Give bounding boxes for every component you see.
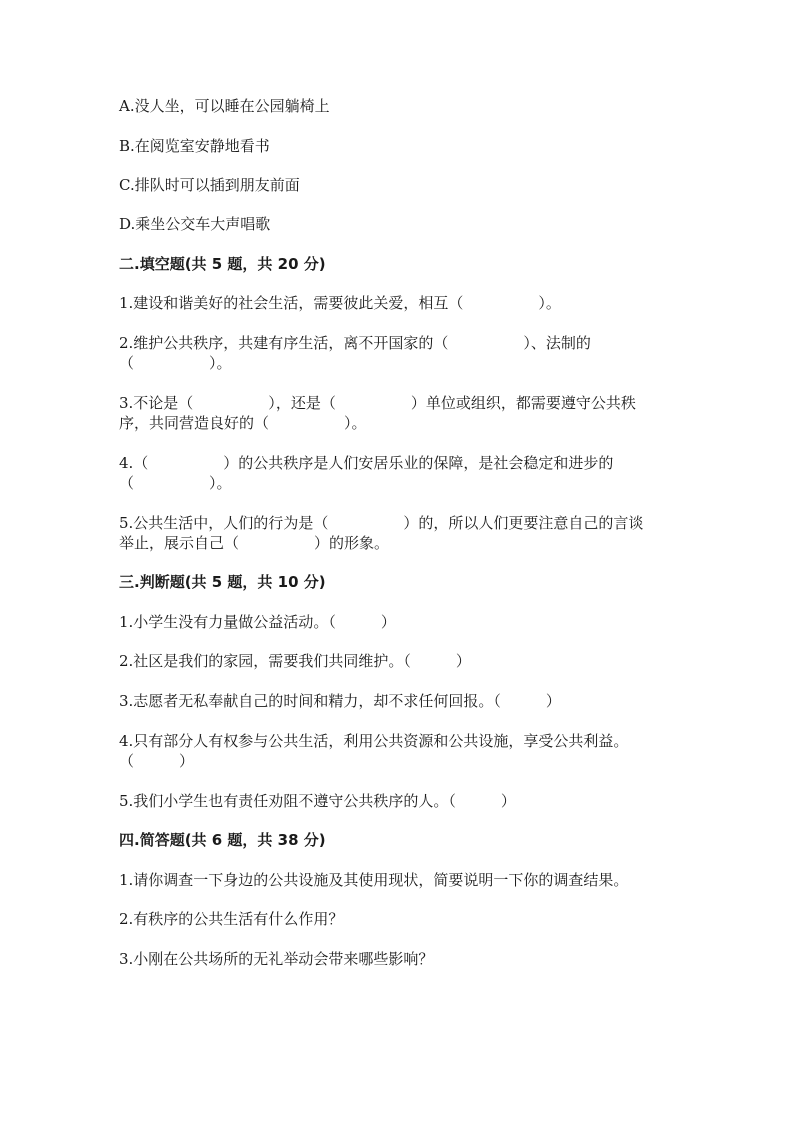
short-question-3: 3.小刚在公共场所的无礼举动会带来哪些影响？ — [119, 950, 434, 968]
option-c: C.排队时可以插到朋友前面 — [119, 176, 300, 194]
judge-question-1: 1.小学生没有力量做公益活动。（ ） — [119, 613, 396, 631]
fill-question-5-cont: 举止，展示自己（ ）的形象。 — [119, 534, 390, 552]
judge-question-3: 3.志愿者无私奉献自己的时间和精力，却不求任何回报。（ ） — [119, 692, 561, 710]
short-question-2: 2.有秩序的公共生活有什么作用？ — [119, 910, 344, 928]
judge-question-4-cont: （ ） — [119, 752, 195, 770]
judge-question-5: 5.我们小学生也有责任劝阻不遵守公共秩序的人。（ ） — [119, 792, 516, 810]
option-d: D.乘坐公交车大声唱歌 — [119, 215, 271, 233]
section-heading-fill: 二.填空题(共 5 题，共 20 分) — [119, 255, 326, 273]
section-heading-short: 四.简答题(共 6 题，共 38 分) — [119, 831, 326, 849]
fill-question-2-cont: （ ）。 — [119, 354, 232, 372]
section-heading-judge: 三.判断题(共 5 题，共 10 分) — [119, 573, 326, 591]
judge-question-2: 2.社区是我们的家园，需要我们共同维护。（ ） — [119, 652, 471, 670]
fill-question-3: 3.不论是（ ），还是（ ）单位或组织，都需要遵守公共秩 — [119, 394, 636, 412]
option-b: B.在阅览室安静地看书 — [119, 137, 270, 155]
short-question-1: 1.请你调查一下身边的公共设施及其使用现状，简要说明一下你的调查结果。 — [119, 871, 629, 889]
option-a: A.没人坐，可以睡在公园躺椅上 — [119, 97, 330, 115]
fill-question-5: 5.公共生活中，人们的行为是（ ）的，所以人们更要注意自己的言谈 — [119, 514, 644, 532]
fill-question-2: 2.维护公共秩序，共建有序生活，离不开国家的（ ）、法制的 — [119, 334, 591, 352]
fill-question-3-cont: 序，共同营造良好的（ ）。 — [119, 414, 367, 432]
fill-question-4: 4.（ ）的公共秩序是人们安居乐业的保障，是社会稳定和进步的 — [119, 454, 614, 472]
fill-question-4-cont: （ ）。 — [119, 474, 232, 492]
judge-question-4: 4.只有部分人有权参与公共生活，利用公共资源和公共设施，享受公共利益。 — [119, 732, 629, 750]
fill-question-1: 1.建设和谐美好的社会生活，需要彼此关爱，相互（ ）。 — [119, 294, 561, 312]
